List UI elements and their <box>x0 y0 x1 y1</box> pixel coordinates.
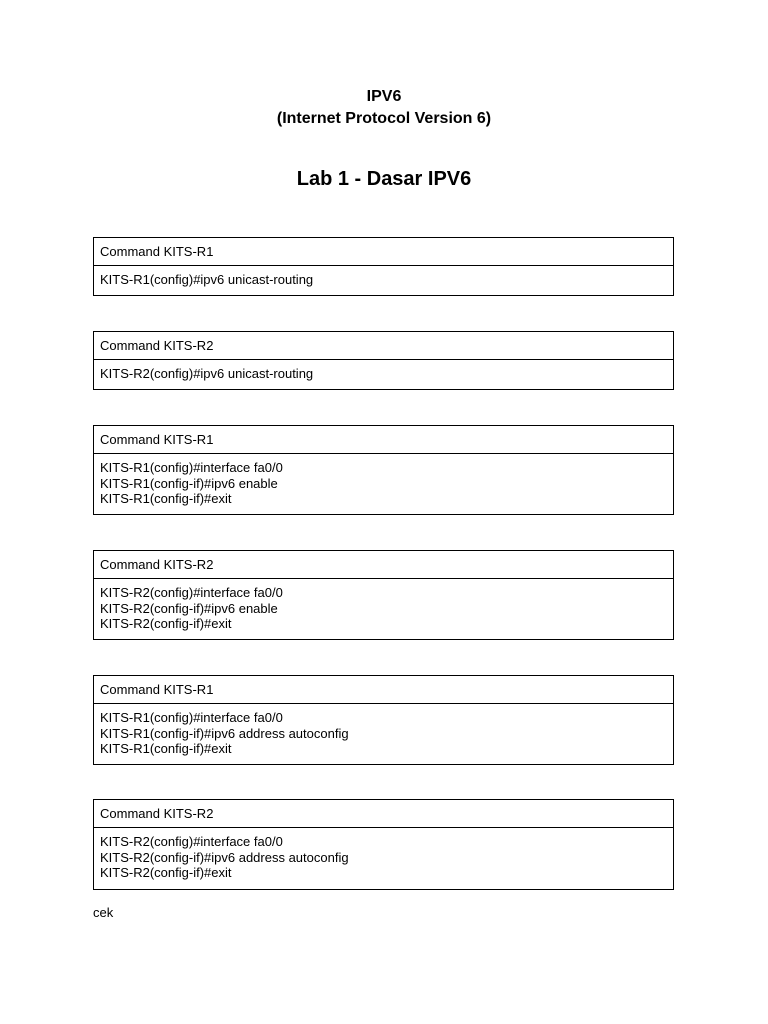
command-table-header: Command KITS-R1 <box>94 238 673 266</box>
footer-note: cek <box>93 905 114 920</box>
command-table-header: Command KITS-R1 <box>94 426 673 454</box>
command-line: KITS-R2(config-if)#ipv6 enable <box>100 600 278 616</box>
command-table-body <box>94 579 673 639</box>
command-line: KITS-R2(config-if)#exit <box>100 616 232 632</box>
command-table-header: Command KITS-R2 <box>94 332 673 360</box>
command-line: KITS-R1(config-if)#exit <box>100 741 232 757</box>
command-line: KITS-R2(config)#interface fa0/0 <box>100 834 283 849</box>
command-table-body <box>94 704 673 764</box>
command-line: KITS-R1(config)#interface fa0/0 <box>100 460 283 475</box>
command-line: KITS-R2(config)#interface fa0/0 <box>100 585 283 600</box>
command-line: KITS-R2(config-if)#ipv6 address autoconfig <box>100 849 349 865</box>
command-table-4 <box>93 550 674 640</box>
lab-subtitle: Lab 1 - Dasar IPV6 <box>296 168 472 190</box>
command-line: KITS-R2(config)#ipv6 unicast-routing <box>100 366 314 381</box>
command-line: KITS-R1(config)#interface fa0/0 <box>100 710 283 725</box>
document-title <box>0 86 768 130</box>
command-table-body <box>94 454 673 514</box>
title-line-2: (Internet Protocol Version 6) <box>276 110 492 127</box>
command-table-body <box>94 828 673 889</box>
command-table-3 <box>93 425 674 515</box>
command-table-1 <box>93 237 674 296</box>
command-table-5 <box>93 675 674 765</box>
command-line: KITS-R1(config-if)#ipv6 address autoconfig <box>100 725 349 741</box>
command-table-6 <box>93 799 674 890</box>
command-table-body <box>94 360 673 389</box>
command-table-header: Command KITS-R1 <box>94 676 673 704</box>
command-table-body <box>94 266 673 295</box>
command-table-2 <box>93 331 674 390</box>
command-line: KITS-R1(config)#ipv6 unicast-routing <box>100 272 314 287</box>
title-line-1: IPV6 <box>366 88 402 105</box>
command-line: KITS-R1(config-if)#exit <box>100 491 232 507</box>
command-table-header: Command KITS-R2 <box>94 551 673 579</box>
command-table-header: Command KITS-R2 <box>94 800 673 828</box>
command-line: KITS-R1(config-if)#ipv6 enable <box>100 475 278 491</box>
command-line: KITS-R2(config-if)#exit <box>100 865 232 881</box>
